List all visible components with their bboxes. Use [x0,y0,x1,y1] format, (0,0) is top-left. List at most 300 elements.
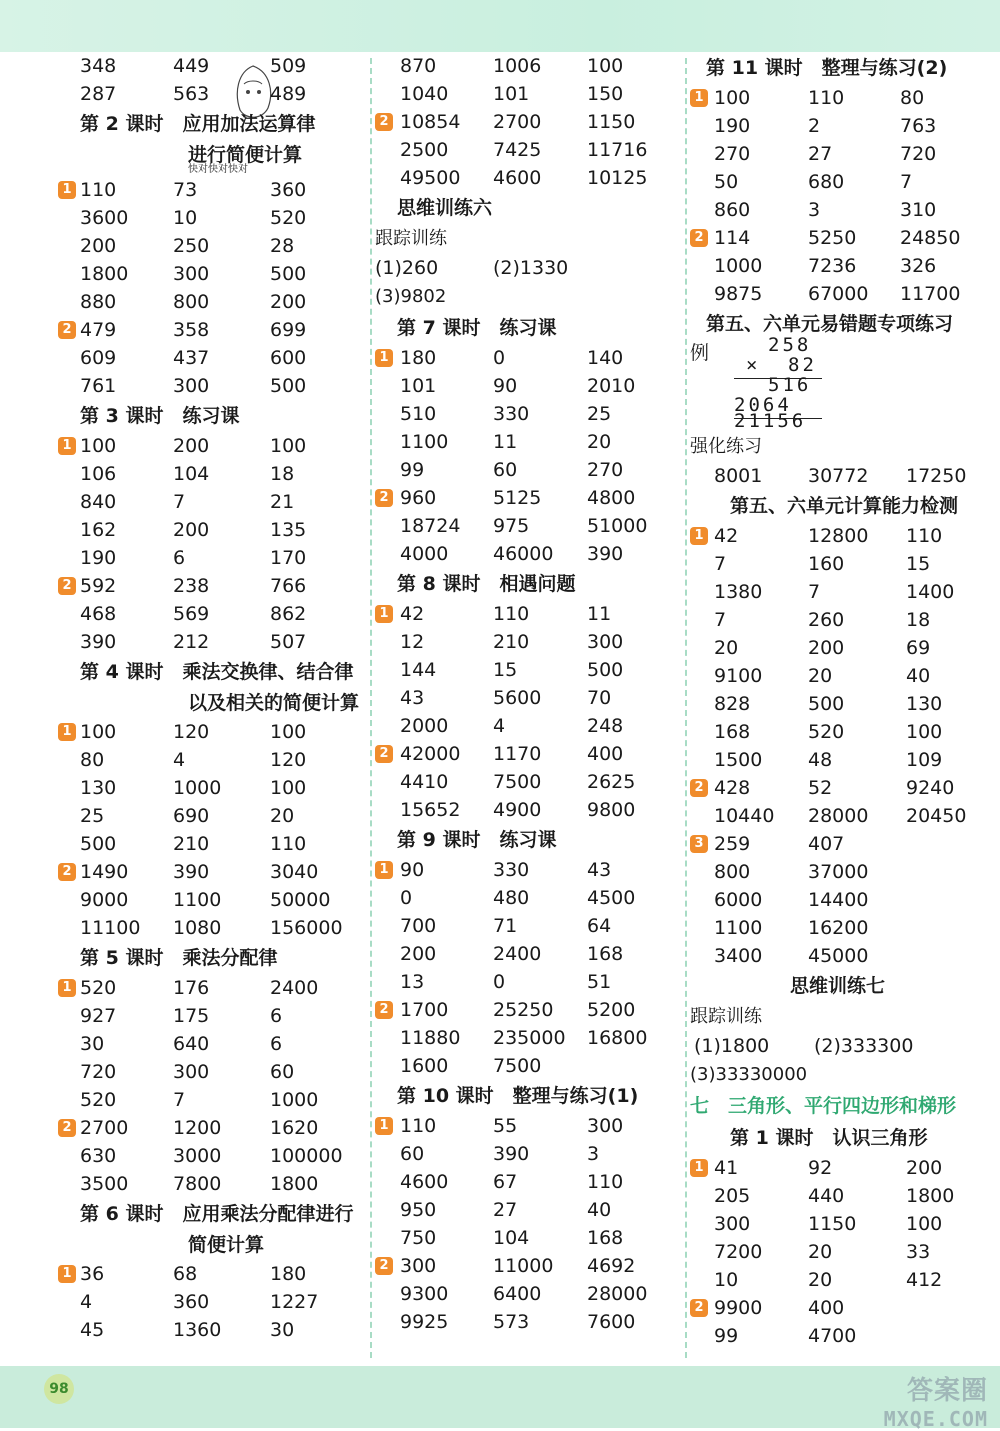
multiply-sign: × [746,354,761,376]
answer-row [58,52,368,80]
answer-value: 860 [714,199,751,221]
answer-value: 720 [900,143,937,165]
section-heading: 第 7 课时 练习课 [397,317,557,339]
answer-value: 437 [173,347,210,369]
answer-value: 1080 [173,917,222,939]
answer-value: 27 [493,1199,518,1221]
answer-value: 1500 [714,749,763,771]
answer-value: 7500 [493,771,542,793]
answer-value: 168 [587,1227,624,1249]
answer-value: 16200 [808,917,869,939]
answer-value: 9000 [80,889,129,911]
answer-row [690,224,998,252]
answer-row [58,1316,368,1344]
answer-value: 2400 [270,977,319,999]
answer-value: 592 [80,575,117,597]
answer-value: 120 [173,721,210,743]
answer-value: 20 [808,1241,833,1263]
answer-row [690,1238,998,1266]
answer-row [690,914,998,942]
answer-value: 190 [80,547,117,569]
answer-row [58,80,368,108]
answer-row [690,1210,998,1238]
answer-value: 4500 [587,887,636,909]
answer-column-3 [690,52,998,1350]
answer-value: 11716 [587,139,648,161]
answer-value: 15652 [400,799,461,821]
answer-value: 10440 [714,805,775,827]
answer-value: 1100 [173,889,222,911]
section-heading-continued: 简便计算 [188,1234,265,1256]
answer-value: 156000 [270,917,343,939]
answer-value: 407 [808,833,845,855]
answer-value: 20 [270,805,295,827]
answer-value: 7425 [493,139,542,161]
answer-value: 168 [587,943,624,965]
answer-row [690,858,998,886]
answer-row [690,634,998,662]
answer-value: 114 [714,227,751,249]
answer-value: 17250 [906,465,967,487]
answer-value: 2700 [80,1117,129,1139]
answer-value: 130 [80,777,117,799]
answer-value: 11880 [400,1027,461,1049]
answer-value: 1800 [80,263,129,285]
answer-value: 43 [400,687,425,709]
answer-row [375,996,680,1024]
answer-value: 101 [400,375,437,397]
answer-row [690,1266,998,1294]
answer-value: 168 [714,721,751,743]
answer-value: 640 [173,1033,210,1055]
answer-row [375,428,680,456]
answer-value: 390 [80,631,117,653]
answer-row [690,774,998,802]
answer-value: 9925 [400,1311,449,1333]
answer-value: 400 [587,743,624,765]
answer-value: 21 [270,491,295,513]
answer-value: 7 [714,553,727,575]
answer-row [375,600,680,628]
answer-row [375,884,680,912]
answer-value: 18 [906,609,931,631]
answer-value: 1000 [714,255,763,277]
answer-value: 975 [493,515,530,537]
answer-value: 55 [493,1115,518,1137]
answer-row [690,606,998,634]
answer-value: 24850 [900,227,961,249]
answer-row [58,516,368,544]
question-number-badge: 1 [690,89,708,107]
handwritten-note: 快对快对快对 [188,164,248,175]
answer-value: 27 [808,143,833,165]
section-heading: 第 10 课时 整理与练习(1) [397,1085,639,1107]
answer-value: 520 [80,1089,117,1111]
section-heading: 第 5 课时 乘法分配律 [80,947,278,969]
question-number-badge: 1 [58,1265,76,1283]
answer-row [375,856,680,884]
answer-value: (1)1800 [694,1035,770,1057]
answer-value: 300 [173,263,210,285]
column-divider [685,58,687,1358]
answer-value: 4692 [587,1255,636,1277]
answer-value: 6000 [714,889,763,911]
answer-value: 507 [270,631,307,653]
answer-value: 50000 [270,889,331,911]
answer-row [58,1170,368,1198]
answer-row [690,168,998,196]
watermark [884,1370,988,1431]
answer-value: 11 [493,431,518,453]
section-heading: 第 11 课时 整理与练习(2) [706,57,948,79]
answer-value: 100000 [270,1145,343,1167]
answer-value: 5200 [587,999,636,1021]
answer-row [58,432,368,460]
question-number-badge: 1 [375,349,393,367]
answer-value: 37000 [808,861,869,883]
answer-value: 210 [493,631,530,653]
answer-value: 248 [587,715,624,737]
answer-row [375,712,680,740]
answer-value: 4600 [493,167,542,189]
answer-value: 766 [270,575,307,597]
answer-column-1 [58,52,368,1344]
answer-value: 100 [587,55,624,77]
answer-value: 7200 [714,1241,763,1263]
answer-value: 8001 [714,465,763,487]
section-heading: 思维训练七 [790,975,886,997]
answer-row [690,84,998,112]
answer-value: 9300 [400,1283,449,1305]
answer-row [690,942,998,970]
answer-value: 51000 [587,515,648,537]
answer-value: 400 [808,1297,845,1319]
answer-value: 440 [808,1185,845,1207]
answer-row [58,1288,368,1316]
answer-row [58,460,368,488]
answer-value: 1200 [173,1117,222,1139]
answer-value: 573 [493,1311,530,1333]
answer-value: 42000 [400,743,461,765]
answer-value: 69 [906,637,931,659]
answer-value: 60 [493,459,518,481]
answer-value: 7 [173,491,186,513]
answer-value: 4800 [587,487,636,509]
answer-row [690,746,998,774]
answer-row [375,768,680,796]
answer-row [690,522,998,550]
answer-value: 6 [173,547,186,569]
answer-row [375,628,680,656]
answer-row [690,578,998,606]
answer-value: 71 [493,915,518,937]
answer-value: 3040 [270,861,319,883]
answer-value: 0 [493,347,506,369]
answer-row [58,1058,368,1086]
answer-value: 110 [493,603,530,625]
answer-value: 750 [400,1227,437,1249]
question-number-badge: 1 [58,437,76,455]
answer-value: 15 [493,659,518,681]
answer-value: 20 [587,431,612,453]
answer-value: 699 [270,319,307,341]
answer-value: 104 [173,463,210,485]
text-line: (3)33330000 [690,1064,808,1085]
watermark-logo: 答案圈 [906,1376,988,1406]
answer-value: 3600 [80,207,129,229]
answer-row [690,662,998,690]
answer-value: 52 [808,777,833,799]
answer-value: 1400 [906,581,955,603]
answer-value: 563 [173,83,210,105]
answer-value: 7 [900,171,913,193]
answer-value: 800 [173,291,210,313]
answer-row [690,462,998,490]
answer-value: 235000 [493,1027,566,1049]
answer-value: 9100 [714,665,763,687]
answer-value: 6 [270,1005,283,1027]
answer-value: 100 [80,435,117,457]
answer-value: 106 [80,463,117,485]
answer-row [690,550,998,578]
answer-row [375,1168,680,1196]
answer-row [375,80,680,108]
answer-value: 1150 [808,1213,857,1235]
answer-value: 80 [900,87,925,109]
answer-value: 10 [714,1269,739,1291]
answer-value: 12 [400,631,425,653]
answer-row [375,1140,680,1168]
section-heading: 第 4 课时 乘法交换律、结合律 [80,661,354,683]
bottom-band [0,1366,1000,1428]
answer-value: 15 [906,553,931,575]
answer-value: 700 [400,915,437,937]
answer-row [375,1024,680,1052]
answer-value: 950 [400,1199,437,1221]
answer-value: 104 [493,1227,530,1249]
answer-value: 90 [400,859,425,881]
answer-row [58,600,368,628]
answer-value: 3 [587,1143,600,1165]
answer-value: 7 [714,609,727,631]
answer-value: 48 [808,749,833,771]
answer-row [690,1154,998,1182]
product: 21156 [734,410,807,432]
text-line: 跟踪训练 [690,1006,762,1027]
answer-value: 763 [900,115,937,137]
answer-value: 3500 [80,1173,129,1195]
answer-row [58,914,368,942]
answer-row [58,974,368,1002]
answer-value: 4 [173,749,186,771]
question-number-badge: 1 [58,181,76,199]
answer-value: 40 [906,665,931,687]
answer-value: 60 [400,1143,425,1165]
answer-value: 870 [400,55,437,77]
answer-row [58,858,368,886]
answer-row [58,344,368,372]
answer-value: 412 [906,1269,943,1291]
section-heading-continued: 进行简便计算 [188,144,303,166]
answer-value: 862 [270,603,307,625]
answer-value: 1000 [270,1089,319,1111]
answer-row [58,830,368,858]
answer-value: 7 [808,581,821,603]
answer-value: 140 [587,347,624,369]
question-number-badge: 1 [690,527,708,545]
answer-value: 260 [808,609,845,631]
answer-value: 180 [400,347,437,369]
answer-row [375,456,680,484]
answer-row [58,176,368,204]
answer-value: 210 [173,833,210,855]
answer-value: 30 [80,1033,105,1055]
answer-value: 1150 [587,111,636,133]
partial-product-2: 2064 [734,394,792,416]
question-number-badge: 2 [690,1299,708,1317]
answer-row [58,372,368,400]
answer-value: 4000 [400,543,449,565]
answer-value: 360 [270,179,307,201]
answer-value: 9875 [714,283,763,305]
answer-row [690,280,998,308]
answer-value: 6400 [493,1283,542,1305]
answer-value: 927 [80,1005,117,1027]
answer-row [375,484,680,512]
answer-value: 3400 [714,945,763,967]
question-number-badge: 2 [58,1119,76,1137]
answer-value: 45000 [808,945,869,967]
answer-value: 0 [493,971,506,993]
answer-value: 92 [808,1157,833,1179]
answer-value: 13 [400,971,425,993]
answer-row [375,400,680,428]
answer-row [375,1196,680,1224]
answer-row [690,886,998,914]
answer-value: 170 [270,547,307,569]
answer-row [58,232,368,260]
answer-value: 880 [80,291,117,313]
answer-value: 6 [270,1033,283,1055]
answer-value: 238 [173,575,210,597]
answer-value: 135 [270,519,307,541]
answer-row [58,1142,368,1170]
question-number-badge: 2 [375,1001,393,1019]
answer-value: 960 [400,487,437,509]
answer-row [375,796,680,824]
answer-row [375,52,680,80]
answer-value: 4600 [400,1171,449,1193]
answer-value: 100 [80,721,117,743]
answer-value: (2)1330 [493,257,569,279]
answer-value: 11700 [900,283,961,305]
answer-value: 500 [808,693,845,715]
text-line: 强化练习 [690,436,762,457]
answer-pair [690,1032,998,1060]
answer-value: 120 [270,749,307,771]
multiplication-example [690,334,998,432]
answer-row [375,968,680,996]
answer-value: 200 [173,519,210,541]
answer-value: 30 [270,1319,295,1341]
answer-row [58,316,368,344]
answer-value: 42 [400,603,425,625]
answer-row [375,164,680,192]
top-band [0,0,1000,52]
answer-value: 144 [400,659,437,681]
answer-value: 840 [80,491,117,513]
answer-value: 2500 [400,139,449,161]
answer-value: 100 [714,87,751,109]
answer-row [375,1224,680,1252]
answer-value: 2 [808,115,821,137]
answer-value: 489 [270,83,307,105]
answer-value: 200 [808,637,845,659]
answer-value: 520 [270,207,307,229]
answer-value: 25250 [493,999,554,1021]
answer-row [690,1182,998,1210]
answer-value: 64 [587,915,612,937]
answer-value: 28 [270,235,295,257]
answer-value: 200 [80,235,117,257]
answer-row [58,204,368,232]
answer-value: 99 [714,1325,739,1347]
answer-value: 212 [173,631,210,653]
answer-row [58,1260,368,1288]
answer-value: 690 [173,805,210,827]
answer-value: 390 [173,861,210,883]
answer-value: 2625 [587,771,636,793]
answer-row [58,1002,368,1030]
question-number-badge: 1 [690,1159,708,1177]
answer-row [375,1308,680,1336]
answer-value: 160 [808,553,845,575]
answer-value: 1227 [270,1291,319,1313]
answer-row [375,512,680,540]
answer-value: 1800 [906,1185,955,1207]
answer-value: 5600 [493,687,542,709]
answer-row [690,802,998,830]
answer-value: 609 [80,347,117,369]
answer-value: 200 [173,435,210,457]
answer-value: 50 [714,171,739,193]
answer-value: 67 [493,1171,518,1193]
answer-value: 200 [906,1157,943,1179]
question-number-badge: 1 [58,723,76,741]
answer-value: 18 [270,463,295,485]
answer-value: 1040 [400,83,449,105]
section-heading: 第 6 课时 应用乘法分配律进行 [80,1203,354,1225]
answer-value: 1700 [400,999,449,1021]
answer-value: 110 [270,833,307,855]
answer-row [375,684,680,712]
answer-value: 300 [173,1061,210,1083]
answer-value: 180 [270,1263,307,1285]
answer-value: 12800 [808,525,869,547]
answer-value: 300 [587,631,624,653]
question-number-badge: 2 [375,745,393,763]
question-number-badge: 2 [375,113,393,131]
answer-value: 73 [173,179,198,201]
page-number: 98 [44,1374,74,1404]
answer-value: 9800 [587,799,636,821]
answer-row [58,628,368,656]
answer-value: 40 [587,1199,612,1221]
answer-value: 9240 [906,777,955,799]
answer-row [58,488,368,516]
answer-value: 99 [400,459,425,481]
answer-value: 14400 [808,889,869,911]
